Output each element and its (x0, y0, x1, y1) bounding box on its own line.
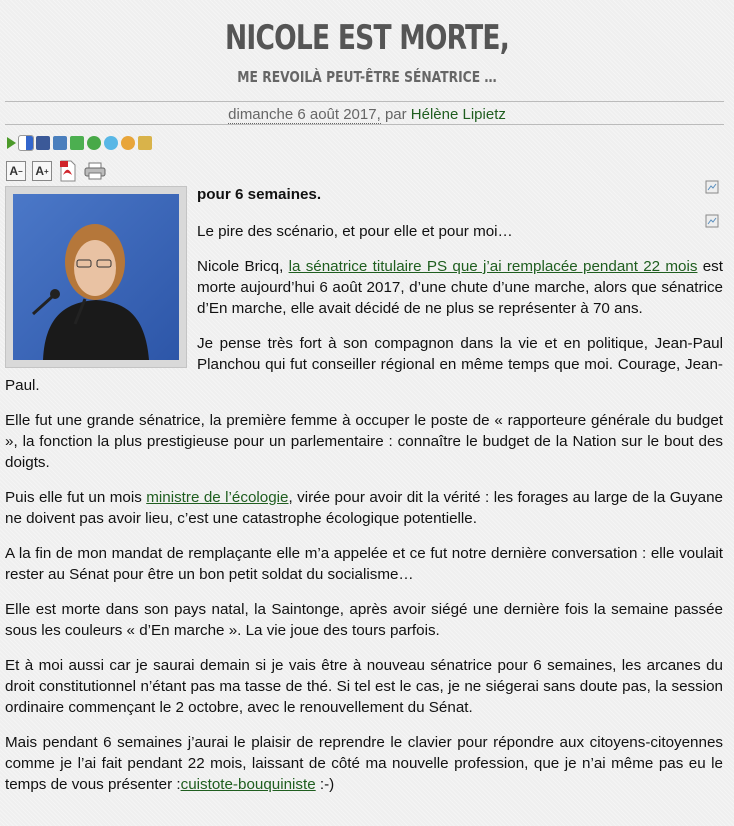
decrease-font-label: A (9, 164, 18, 178)
paragraph-text: :-) (315, 776, 335, 793)
ministre-link[interactable]: ministre de l’écologie (146, 489, 289, 506)
print-icon[interactable] (84, 162, 106, 180)
facebook-icon[interactable] (36, 136, 50, 150)
page-subtitle: ME REVOILÀ PEUT-ÊTRE SÉNATRICE … (237, 68, 497, 86)
cuistote-link[interactable]: cuistote-bouquiniste (180, 776, 316, 793)
increase-font-button[interactable]: A + (32, 161, 52, 181)
linkedin-icon[interactable] (53, 136, 67, 150)
paragraph-text: Nicole Bricq, (197, 258, 289, 275)
byline (0, 106, 734, 123)
paragraph-text: Mais pendant 6 semaines j’aurai le plaisir de reprendre le clavier pour répondre aux citoyens-citoyennes comme je l’ai fait pendant 22 mois, laissant de côté ma nouvelle profession, que je n’ai même pas eu le temps de vous présenter : (5, 734, 723, 793)
viadeo-icon[interactable] (87, 136, 101, 150)
share-bar (7, 136, 152, 150)
byline-by: par (384, 106, 407, 123)
article-tools (6, 160, 106, 182)
share-arrow-icon[interactable] (7, 137, 16, 149)
paragraph-text: est morte aujourd’hui 6 août 2017, d’une chute d’une marche, alors que sénatrice d’En marche, elle avait décidé de ne plus se représenter à 70 ans. (197, 258, 723, 317)
gear-flower-icon[interactable] (121, 136, 135, 150)
author-link[interactable]: Hélène Lipietz (410, 106, 506, 123)
divider (5, 101, 724, 102)
increase-font-label: A (35, 164, 44, 178)
photo-spacer (5, 184, 187, 374)
article-body (5, 184, 723, 809)
pdf-icon[interactable] (58, 160, 78, 182)
decrease-font-button[interactable]: A − (6, 161, 26, 181)
paragraph: Et à moi aussi car je saurai demain si je vais être à nouveau sénatrice pour 6 semaines, les arcanes du droit constitutionnel n’étant pas ma tasse de thé. Si tel est le cas, je ne siégerai sans doute pas, la session ordinaire commençant le 2 octobre, avec le renouvellement du Sénat. (5, 657, 723, 716)
twitter-icon[interactable] (104, 136, 118, 150)
divider (5, 124, 724, 125)
paragraph-text: , virée pour avoir dit la vérité : les forages au large de la Guyane ne doivent pas avoir lieu, c’est une catastrophe écologique potentielle. (5, 489, 723, 527)
paragraph: Elle est morte dans son pays natal, la Saintonge, après avoir siégé une dernière fois la semaine passée sous les couleurs « d’En marche ». La vie joue des tours parfois. (5, 601, 723, 639)
lead-text: pour 6 semaines. (197, 186, 322, 203)
delicious-icon[interactable] (19, 136, 33, 150)
paragraph-text: Puis elle fut un mois (5, 489, 147, 506)
paragraph (5, 732, 723, 795)
download-icon[interactable] (138, 136, 152, 150)
page-title: NICOLE EST MORTE, (224, 18, 510, 58)
paragraph: Le pire des scénario, et pour elle et pour moi… (197, 223, 513, 240)
paragraph: Je pense très fort à son compagnon dans la vie et en politique, Jean-Paul Planchou qui fut conseiller régional en même temps que moi. Courage, Jean-Paul. (5, 335, 723, 394)
senatrice-link[interactable]: la sénatrice titulaire PS que j’ai remplacée pendant 22 mois (288, 258, 698, 275)
paragraph: A la fin de mon mandat de remplaçante elle m’a appelée et ce fut notre dernière conversation : elle voulait rester au Sénat pour être un bon petit soldat du socialisme… (5, 545, 723, 583)
paragraph: Elle fut une grande sénatrice, la première femme à occuper le poste de « rapporteure générale du budget », la fonction la plus prestigieuse pour un parlementaire : connaître le budget de la Nation sur le bout des doigts. (5, 412, 723, 471)
add-share-icon[interactable] (70, 136, 84, 150)
post-date: dimanche 6 août 2017, (228, 106, 381, 123)
paragraph (5, 487, 723, 529)
